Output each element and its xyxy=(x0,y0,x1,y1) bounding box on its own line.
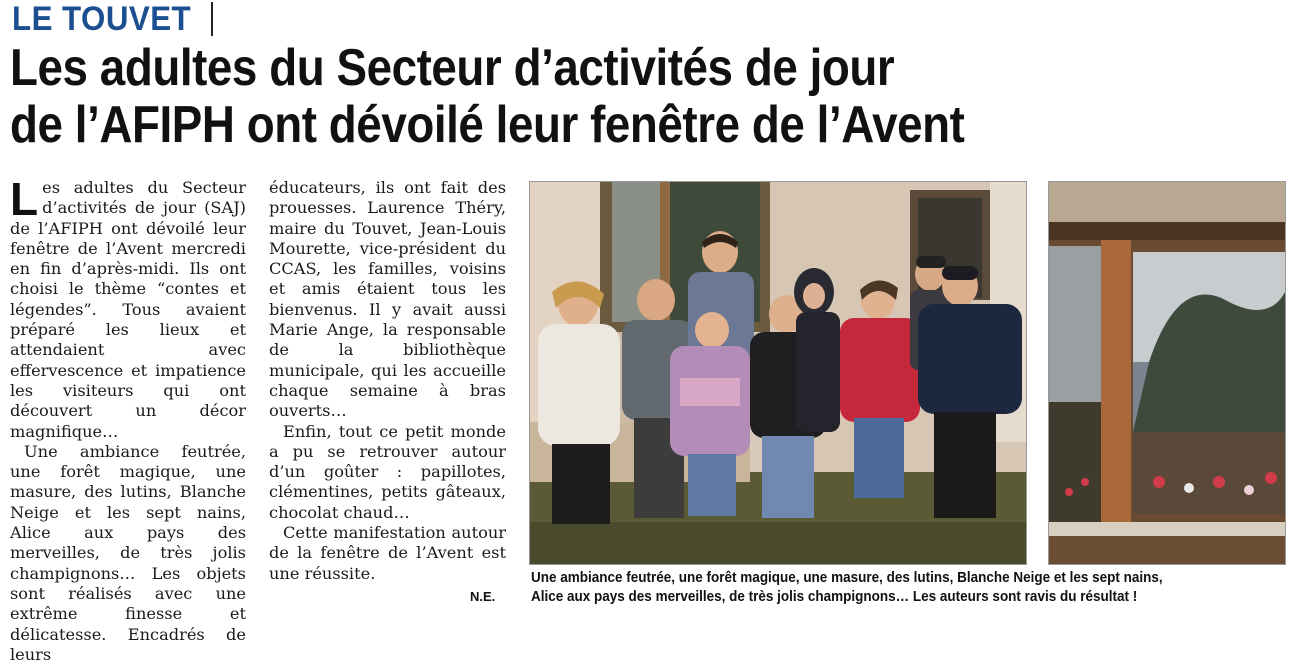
kicker-text: LE TOUVET xyxy=(12,0,192,38)
author-signature: N.E. xyxy=(470,589,496,604)
photo-caption xyxy=(531,568,1291,606)
section-kicker xyxy=(12,0,213,38)
headline-line-1: Les adultes du Secteur d’activités de jour xyxy=(10,39,895,97)
paragraph: Enfin, tout ce petit monde a pu se retrouver autour d’un goûter : papillotes, clémentines, petits gâteaux, chocolat chaud… xyxy=(269,421,506,522)
window-photo xyxy=(1048,181,1286,565)
headline xyxy=(10,40,1300,154)
group-photo xyxy=(529,181,1027,565)
drop-cap: L xyxy=(10,173,39,225)
caption-line-2: Alice aux pays des merveilles, de très jolis champignons… Les auteurs sont ravis du résultat ! xyxy=(531,588,1138,605)
caption-line-1: Une ambiance feutrée, une forêt magique, une masure, des lutins, Blanche Neige et les sept nains, xyxy=(531,569,1163,586)
paragraph: Une ambiance feutrée, une forêt magique, une masure, des lutins, Blanche Neige et les sept nains, Alice aux pays des merveilles, de très jolis champignons… Les objets sont réalisés avec une extrême finesse et délicatesse. Encadrés de leurs xyxy=(10,441,246,664)
paragraph-text: es adultes du Secteur d’activités de jour (SAJ) de l’AFIPH ont dévoilé leur fenêtre de l’Avent mercredi en fin d’après-midi. Ils ont choisi le thème “contes et légendes”. Tous avaient préparé les lieux et attendaient avec effervescence et impatience les visiteurs qui ont découvert un décor magnifique… xyxy=(10,178,246,441)
article-column-2 xyxy=(269,178,506,584)
kicker-divider xyxy=(211,2,213,36)
paragraph: Cette manifestation autour de la fenêtre de l’Avent est une réussite. xyxy=(269,523,506,583)
headline-line-2: de l’AFIPH ont dévoilé leur fenêtre de l’Avent xyxy=(10,96,965,154)
paragraph xyxy=(10,173,246,442)
paragraph: éducateurs, ils ont fait des prouesses. Laurence Théry, maire du Touvet, Jean-Louis Mourette, vice-président du CCAS, les familles, voisins et amis étaient tous les bienvenus. Il y avait aussi Marie Ange, la responsable de la bibliothèque municipale, qui les accueille chaque semaine à bras ouverts… xyxy=(269,178,506,421)
article-column-1 xyxy=(10,173,246,665)
